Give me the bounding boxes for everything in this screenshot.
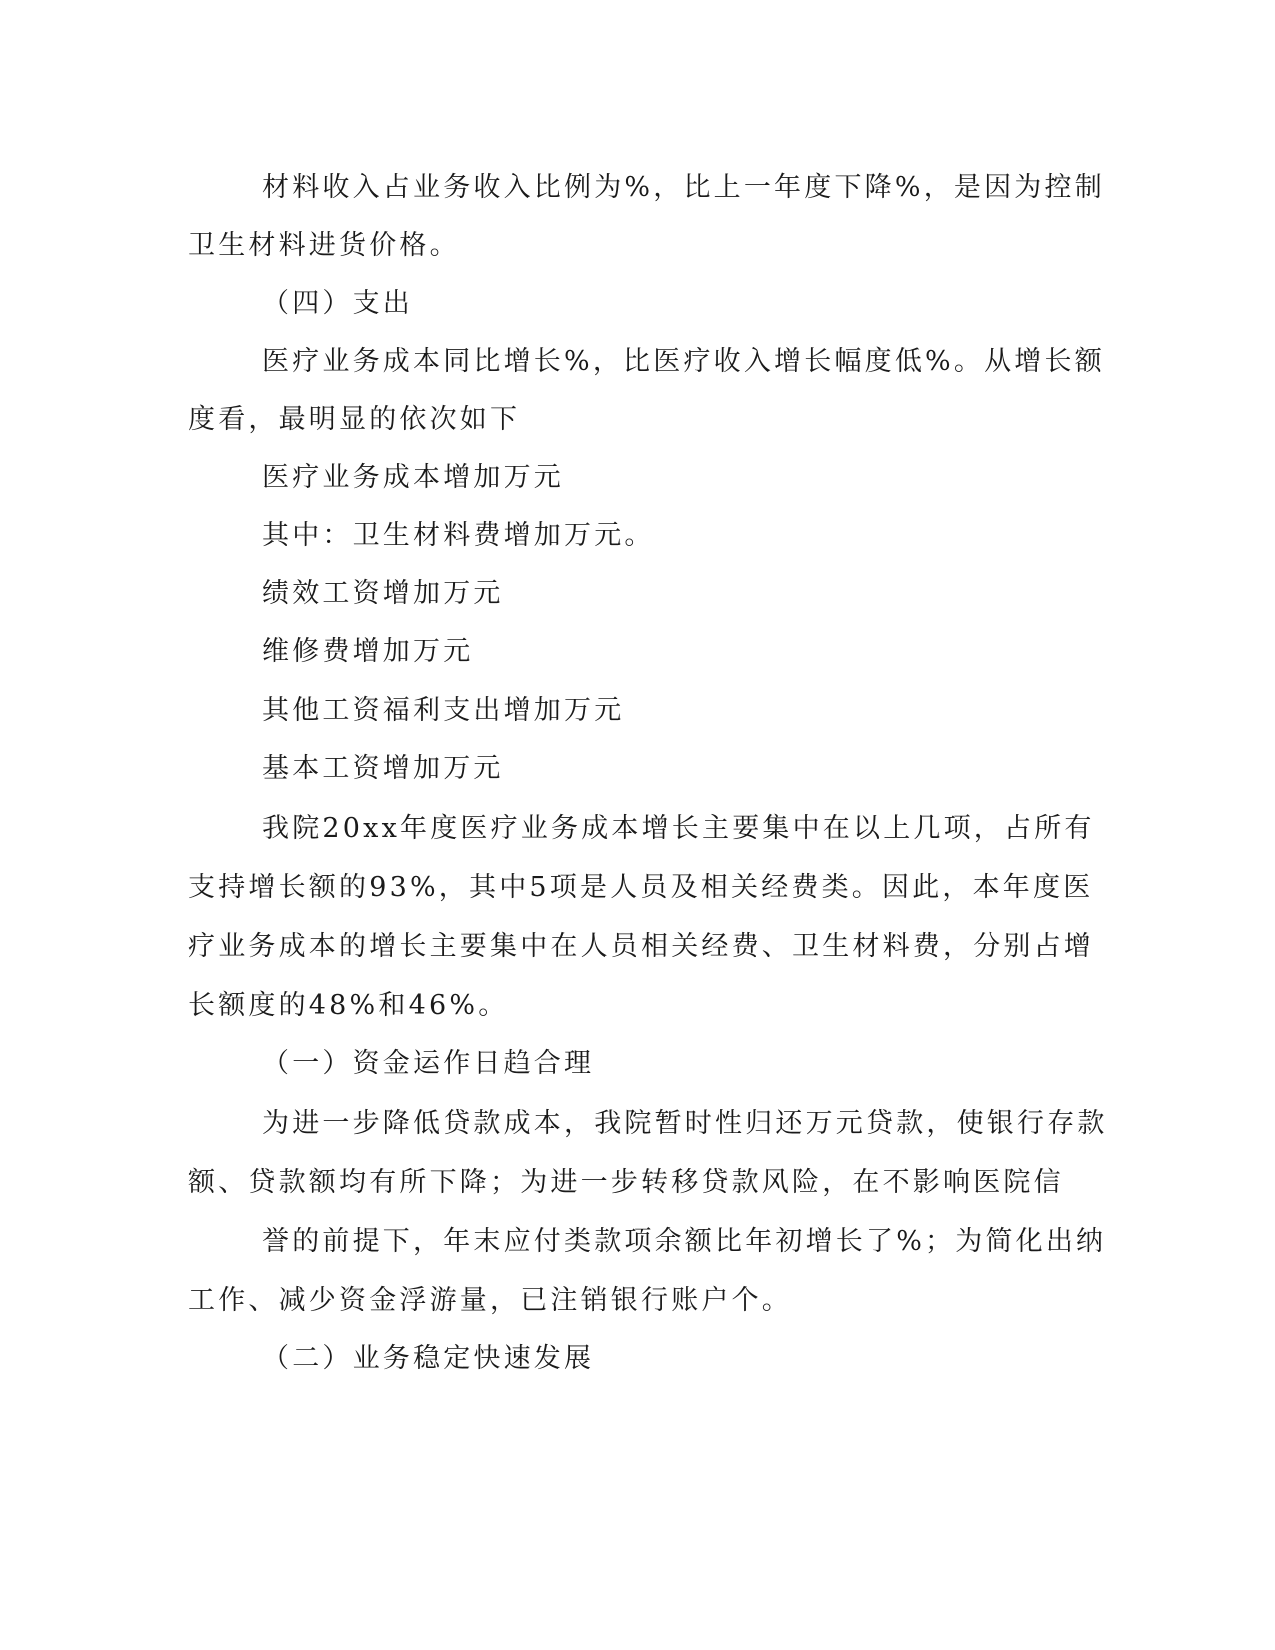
paragraph-line: 疗业务成本的增长主要集中在人员相关经费、卫生材料费，分别占增 — [188, 931, 1094, 962]
paragraph-line: 度看，最明显的依次如下 — [188, 404, 521, 435]
paragraph-line: 卫生材料进货价格。 — [188, 230, 460, 261]
paragraph-line: 为进一步降低贷款成本，我院暂时性归还万元贷款，使银行存款 — [262, 1108, 1108, 1139]
paragraph-line: 工作、减少资金浮游量，已注销银行账户个。 — [188, 1285, 792, 1316]
list-item: 维修费增加万元 — [262, 636, 474, 667]
paragraph-line: 我院20xx年度医疗业务成本增长主要集中在以上几项，占所有 — [262, 813, 1095, 844]
section-heading: （二）业务稳定快速发展 — [262, 1343, 595, 1374]
list-item: 基本工资增加万元 — [262, 753, 504, 784]
paragraph-line: 誉的前提下，年末应付类款项余额比年初增长了%；为简化出纳 — [262, 1226, 1107, 1257]
paragraph-line: 支持增长额的93%，其中5项是人员及相关经费类。因此，本年度医 — [188, 872, 1094, 903]
paragraph-line: 长额度的48%和46%。 — [188, 990, 509, 1021]
list-item: 其中：卫生材料费增加万元。 — [262, 520, 655, 551]
section-heading: （一）资金运作日趋合理 — [262, 1048, 595, 1079]
list-item: 医疗业务成本增加万元 — [262, 462, 564, 493]
list-item: 绩效工资增加万元 — [262, 578, 504, 609]
section-heading: （四）支出 — [262, 288, 413, 319]
paragraph-line: 材料收入占业务收入比例为%，比上一年度下降%，是因为控制 — [262, 172, 1105, 203]
list-item: 其他工资福利支出增加万元 — [262, 695, 625, 726]
paragraph-line: 额、贷款额均有所下降；为进一步转移贷款风险，在不影响医院信 — [188, 1167, 1064, 1198]
paragraph-line: 医疗业务成本同比增长%，比医疗收入增长幅度低%。从增长额 — [262, 346, 1105, 377]
